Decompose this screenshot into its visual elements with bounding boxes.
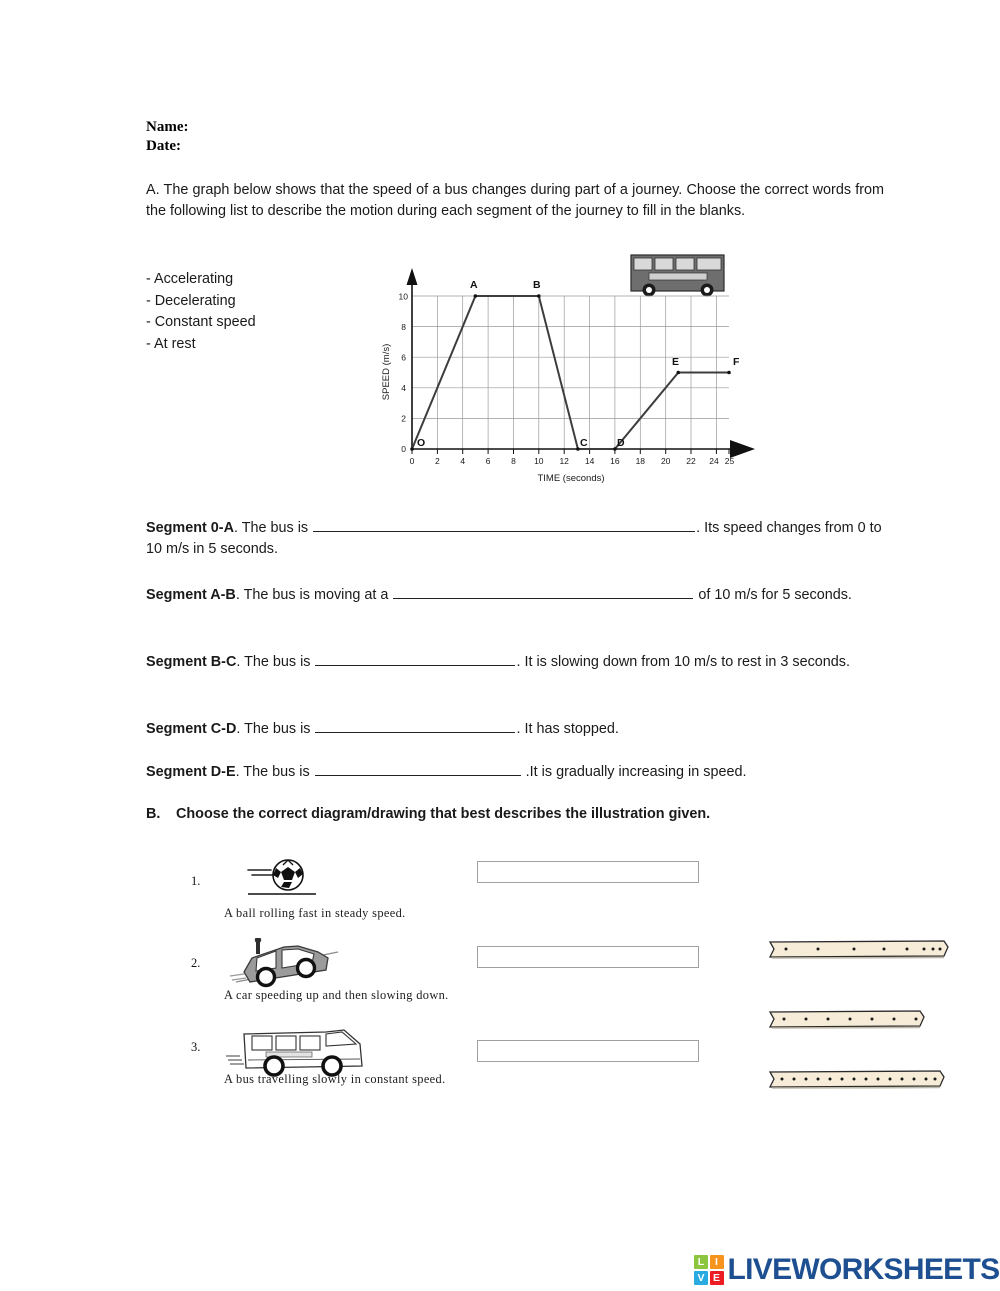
section-b-title-text: Choose the correct diagram/drawing that best describes the illustration given. (176, 806, 711, 822)
car-icon (226, 938, 401, 990)
word-bank-item: - At rest (146, 335, 196, 352)
svg-text:2: 2 (401, 413, 406, 424)
point-labels (417, 279, 740, 449)
svg-text:O: O (417, 437, 426, 449)
segment-de-text-after: .It is gradually increasing in speed. (521, 764, 747, 780)
segment-de-label: Segment D-E (146, 764, 236, 780)
grid-horizontal (412, 296, 729, 418)
grid-vertical (437, 296, 716, 449)
svg-text:24: 24 (709, 456, 719, 466)
section-b-letter: B. (146, 806, 161, 822)
section-a-instructions: A. The graph below shows that the speed of a bus changes during part of a journey. Choose the correct words from the following list to describe the motion during each segment of the journey to fill in the blanks. (146, 182, 884, 219)
svg-text:4: 4 (460, 456, 466, 466)
ticker-tape-close-even-spacing (768, 1068, 958, 1097)
x-axis-tick-labels (410, 456, 735, 466)
logo-cell-i: I (710, 1255, 724, 1269)
segment-bc-label: Segment B-C (146, 654, 237, 670)
logo-cell-e: E (710, 1271, 724, 1285)
segment-0a-label: Segment 0-A (146, 520, 234, 536)
segment-de-sentence (146, 762, 884, 783)
svg-text:16: 16 (610, 456, 620, 466)
soccer-ball-icon (226, 856, 401, 908)
item-2-number: 2. (191, 956, 201, 970)
segment-bc-text-before: . The bus is (236, 654, 315, 670)
svg-text:22: 22 (686, 456, 696, 466)
svg-text:A: A (470, 279, 478, 291)
segment-ab-sentence (146, 585, 884, 606)
word-bank-item: - Decelerating (146, 292, 236, 309)
y-axis-ticks (399, 292, 409, 455)
svg-text:F: F (733, 356, 740, 368)
word-bank (146, 269, 256, 355)
speed-time-graph-svg (372, 254, 757, 489)
section-b-heading (146, 806, 906, 822)
logo-cell-l: L (694, 1255, 708, 1269)
liveworksheets-logo[interactable] (694, 1252, 999, 1288)
svg-text:6: 6 (401, 352, 406, 363)
segment-ab-answer-blank[interactable] (393, 585, 693, 599)
word-bank-item: - Accelerating (146, 271, 234, 287)
segment-bc-sentence (146, 652, 884, 673)
item-3-answer-input[interactable] (477, 1040, 699, 1062)
item-1-caption: A ball rolling fast in steady speed. (224, 906, 406, 920)
svg-text:0: 0 (409, 456, 415, 466)
svg-text:2: 2 (435, 456, 440, 466)
svg-text:10: 10 (398, 291, 408, 302)
svg-text:25: 25 (724, 456, 735, 466)
svg-text:12: 12 (559, 456, 569, 466)
item-2-answer-input[interactable] (477, 946, 699, 968)
svg-text:D: D (617, 437, 625, 449)
svg-text:0: 0 (401, 444, 406, 454)
segment-0a-sentence (146, 518, 884, 560)
bus-illustration-icon (631, 255, 724, 297)
segment-cd-sentence (146, 719, 884, 740)
date-label: Date: (146, 138, 181, 154)
segment-0a-text-after: . Its speed changes from 0 to 10 m/s in 5 seconds. (146, 520, 882, 557)
segment-ab-text-before: . The bus is moving at a (235, 587, 393, 603)
svg-text:8: 8 (401, 322, 406, 332)
y-axis-arrow-icon (407, 268, 418, 285)
segment-bc-text-after: . It is slowing down from 10 m/s to rest in 3 seconds. (516, 654, 851, 670)
item-1-answer-input[interactable] (477, 861, 699, 883)
item-2-caption: A car speeding up and then slowing down. (224, 988, 449, 1002)
x-axis-title: TIME (seconds) (537, 473, 605, 484)
svg-text:6: 6 (485, 456, 491, 466)
svg-text:20: 20 (660, 456, 671, 466)
speed-curve (412, 296, 729, 449)
brand-wordmark: LIVEWORKSHEETS (727, 1253, 1000, 1286)
segment-0a-text-before: . The bus is (233, 520, 313, 536)
segment-de-text-before: . The bus is (235, 764, 314, 780)
item-3-caption: A bus travelling slowly in constant speed. (224, 1072, 446, 1086)
segment-bc-answer-blank[interactable] (315, 652, 515, 666)
item-3-number: 3. (191, 1040, 201, 1054)
svg-text:4: 4 (401, 383, 406, 393)
y-axis-title: SPEED (m/s) (381, 343, 392, 401)
name-date-block (146, 118, 188, 156)
svg-text:C: C (580, 437, 588, 449)
bus-icon (226, 1022, 401, 1074)
word-bank-item: - Constant speed (146, 314, 256, 330)
segment-cd-text-after: . It has stopped. (516, 721, 619, 737)
ticker-tape-even-spacing (768, 1008, 958, 1037)
name-label: Name: (146, 119, 189, 135)
svg-text:E: E (672, 356, 680, 368)
segment-cd-label: Segment C-D (146, 721, 237, 737)
svg-text:18: 18 (635, 456, 646, 466)
logo-cell-v: V (694, 1271, 708, 1285)
logo-grid-icon (694, 1255, 724, 1285)
speed-time-graph (372, 254, 757, 489)
segment-cd-answer-blank[interactable] (315, 719, 515, 733)
segment-ab-label: Segment A-B (146, 587, 236, 603)
svg-text:B: B (533, 279, 541, 291)
section-b-item-1 (146, 856, 906, 934)
segment-0a-answer-blank[interactable] (313, 518, 695, 532)
segment-cd-text-before: . The bus is (236, 721, 315, 737)
item-1-number: 1. (191, 874, 201, 888)
svg-text:10: 10 (534, 456, 544, 466)
svg-text:8: 8 (511, 456, 516, 466)
svg-text:14: 14 (584, 456, 595, 466)
segment-de-answer-blank[interactable] (315, 762, 521, 776)
segment-ab-text-after: of 10 m/s for 5 seconds. (694, 587, 852, 603)
ticker-tape-decreasing-spacing (768, 938, 958, 967)
